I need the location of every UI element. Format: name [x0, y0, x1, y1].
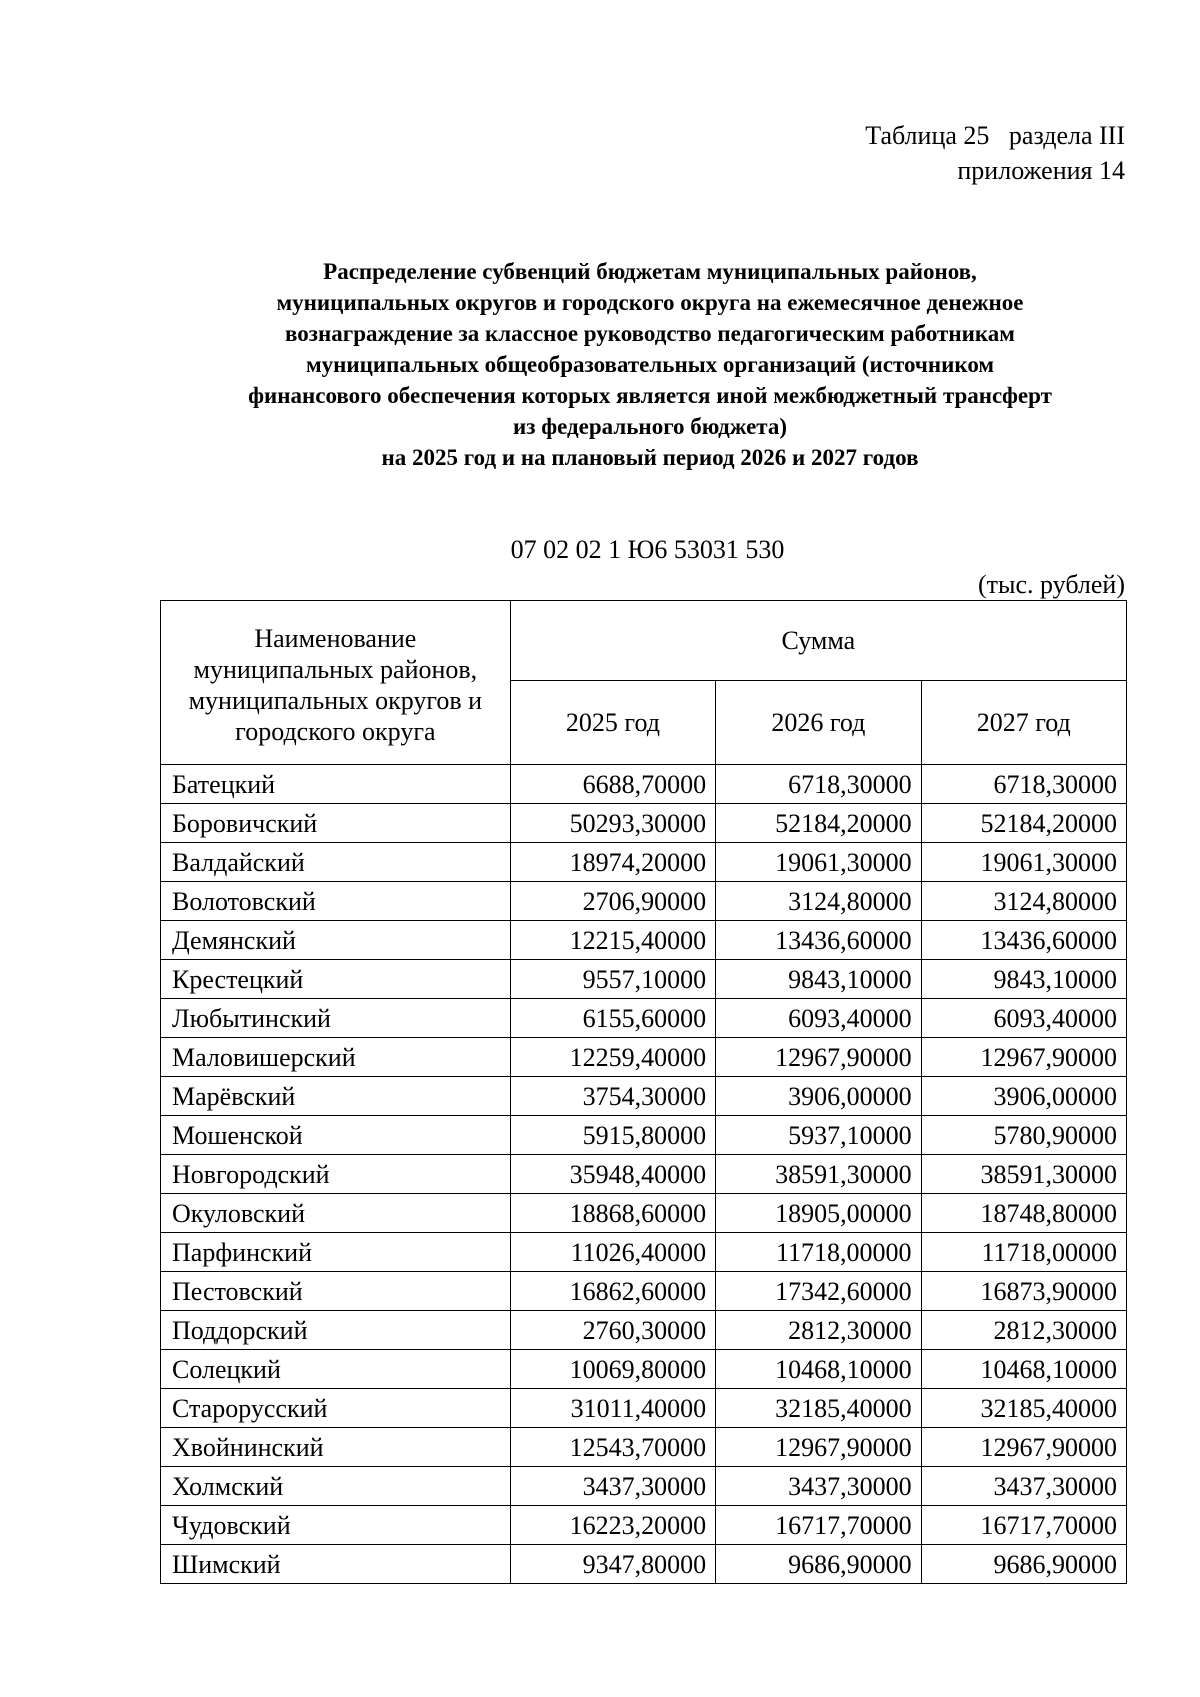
table-body	[161, 765, 1127, 1584]
cell-district-name: Крестецкий	[161, 960, 511, 999]
cell-amount-2026: 6093,40000	[716, 999, 921, 1038]
column-header-2025: 2025 год	[510, 681, 715, 765]
table-row	[161, 1467, 1127, 1506]
table-row	[161, 999, 1127, 1038]
cell-amount-2025: 6155,60000	[510, 999, 715, 1038]
cell-district-name: Мошенской	[161, 1116, 511, 1155]
cell-district-name: Окуловский	[161, 1194, 511, 1233]
table-row	[161, 843, 1127, 882]
cell-amount-2025: 9557,10000	[510, 960, 715, 999]
cell-amount-2027: 6718,30000	[921, 765, 1126, 804]
cell-amount-2025: 11026,40000	[510, 1233, 715, 1272]
column-header-2027: 2027 год	[921, 681, 1126, 765]
table-row	[161, 1428, 1127, 1467]
cell-district-name: Любытинский	[161, 999, 511, 1038]
cell-amount-2025: 18974,20000	[510, 843, 715, 882]
document-title	[160, 256, 1140, 473]
table-row	[161, 1038, 1127, 1077]
cell-amount-2027: 16717,70000	[921, 1506, 1126, 1545]
cell-district-name: Поддорский	[161, 1311, 511, 1350]
cell-amount-2025: 16223,20000	[510, 1506, 715, 1545]
cell-district-name: Волотовский	[161, 882, 511, 921]
cell-district-name: Новгородский	[161, 1155, 511, 1194]
table-row	[161, 1077, 1127, 1116]
table-row	[161, 1116, 1127, 1155]
cell-district-name: Марёвский	[161, 1077, 511, 1116]
cell-amount-2026: 5937,10000	[716, 1116, 921, 1155]
cell-amount-2026: 10468,10000	[716, 1350, 921, 1389]
cell-amount-2027: 16873,90000	[921, 1272, 1126, 1311]
cell-amount-2026: 38591,30000	[716, 1155, 921, 1194]
cell-amount-2027: 10468,10000	[921, 1350, 1126, 1389]
table-reference-line1: Таблица 25 раздела III	[865, 121, 1125, 150]
cell-amount-2026: 12967,90000	[716, 1428, 921, 1467]
cell-amount-2025: 5915,80000	[510, 1116, 715, 1155]
cell-amount-2025: 18868,60000	[510, 1194, 715, 1233]
cell-amount-2027: 2812,30000	[921, 1311, 1126, 1350]
units-label: (тыс. рублей)	[977, 570, 1125, 599]
table-row	[161, 1311, 1127, 1350]
title-line: вознаграждение за классное руководство педагогическим работникам	[285, 321, 1015, 346]
title-line: муниципальных округов и городского округа на ежемесячное денежное	[276, 290, 1024, 315]
cell-amount-2025: 35948,40000	[510, 1155, 715, 1194]
cell-district-name: Парфинский	[161, 1233, 511, 1272]
table-row	[161, 882, 1127, 921]
cell-amount-2027: 38591,30000	[921, 1155, 1126, 1194]
cell-amount-2027: 52184,20000	[921, 804, 1126, 843]
title-line: из федерального бюджета)	[512, 414, 788, 439]
cell-amount-2025: 10069,80000	[510, 1350, 715, 1389]
table-row	[161, 960, 1127, 999]
cell-district-name: Шимский	[161, 1545, 511, 1584]
cell-amount-2025: 50293,30000	[510, 804, 715, 843]
column-header-2026: 2026 год	[716, 681, 921, 765]
cell-amount-2025: 6688,70000	[510, 765, 715, 804]
table-row	[161, 804, 1127, 843]
column-header-sum: Сумма	[510, 601, 1126, 681]
cell-amount-2026: 6718,30000	[716, 765, 921, 804]
cell-amount-2027: 3906,00000	[921, 1077, 1126, 1116]
cell-amount-2027: 11718,00000	[921, 1233, 1126, 1272]
cell-district-name: Солецкий	[161, 1350, 511, 1389]
cell-amount-2027: 32185,40000	[921, 1389, 1126, 1428]
table-reference	[865, 118, 1125, 188]
cell-amount-2026: 2812,30000	[716, 1311, 921, 1350]
cell-amount-2025: 12215,40000	[510, 921, 715, 960]
cell-district-name: Валдайский	[161, 843, 511, 882]
cell-district-name: Хвойнинский	[161, 1428, 511, 1467]
cell-amount-2026: 9686,90000	[716, 1545, 921, 1584]
table-row	[161, 1272, 1127, 1311]
cell-amount-2026: 52184,20000	[716, 804, 921, 843]
cell-amount-2027: 5780,90000	[921, 1116, 1126, 1155]
cell-amount-2027: 3437,30000	[921, 1467, 1126, 1506]
cell-amount-2027: 3124,80000	[921, 882, 1126, 921]
table-row	[161, 1155, 1127, 1194]
cell-amount-2025: 9347,80000	[510, 1545, 715, 1584]
table-row	[161, 765, 1127, 804]
cell-district-name: Пестовский	[161, 1272, 511, 1311]
cell-amount-2027: 12967,90000	[921, 1038, 1126, 1077]
cell-amount-2026: 19061,30000	[716, 843, 921, 882]
cell-district-name: Боровичский	[161, 804, 511, 843]
cell-amount-2027: 13436,60000	[921, 921, 1126, 960]
cell-amount-2025: 12259,40000	[510, 1038, 715, 1077]
cell-amount-2026: 18905,00000	[716, 1194, 921, 1233]
cell-amount-2025: 3754,30000	[510, 1077, 715, 1116]
cell-amount-2027: 9686,90000	[921, 1545, 1126, 1584]
cell-amount-2026: 3124,80000	[716, 882, 921, 921]
table-row	[161, 1389, 1127, 1428]
cell-amount-2025: 16862,60000	[510, 1272, 715, 1311]
cell-amount-2025: 2760,30000	[510, 1311, 715, 1350]
table-row	[161, 1194, 1127, 1233]
cell-amount-2025: 3437,30000	[510, 1467, 715, 1506]
column-header-name: Наименование муниципальных районов, муниципальных округов и городского округа	[161, 601, 511, 765]
cell-amount-2027: 19061,30000	[921, 843, 1126, 882]
cell-amount-2025: 12543,70000	[510, 1428, 715, 1467]
title-line: муниципальных общеобразовательных организаций (источником	[305, 352, 995, 377]
cell-amount-2026: 11718,00000	[716, 1233, 921, 1272]
budget-classification-code: 07 02 02 1 Ю6 53031 530	[510, 535, 785, 564]
cell-amount-2027: 18748,80000	[921, 1194, 1126, 1233]
cell-amount-2026: 12967,90000	[716, 1038, 921, 1077]
table-row	[161, 1233, 1127, 1272]
cell-district-name: Холмский	[161, 1467, 511, 1506]
cell-amount-2026: 17342,60000	[716, 1272, 921, 1311]
table-row	[161, 1506, 1127, 1545]
cell-amount-2026: 32185,40000	[716, 1389, 921, 1428]
cell-district-name: Чудовский	[161, 1506, 511, 1545]
cell-amount-2026: 16717,70000	[716, 1506, 921, 1545]
cell-district-name: Демянский	[161, 921, 511, 960]
cell-district-name: Старорусский	[161, 1389, 511, 1428]
cell-district-name: Маловишерский	[161, 1038, 511, 1077]
cell-district-name: Батецкий	[161, 765, 511, 804]
table-row	[161, 1545, 1127, 1584]
cell-amount-2026: 3906,00000	[716, 1077, 921, 1116]
cell-amount-2027: 6093,40000	[921, 999, 1126, 1038]
title-line: на 2025 год и на плановый период 2026 и 2027 годов	[381, 445, 919, 470]
subvention-table	[160, 600, 1127, 1584]
title-line: Распределение субвенций бюджетам муниципальных районов,	[323, 259, 977, 284]
table-row	[161, 1350, 1127, 1389]
cell-amount-2026: 9843,10000	[716, 960, 921, 999]
cell-amount-2026: 13436,60000	[716, 921, 921, 960]
cell-amount-2027: 12967,90000	[921, 1428, 1126, 1467]
cell-amount-2026: 3437,30000	[716, 1467, 921, 1506]
cell-amount-2025: 2706,90000	[510, 882, 715, 921]
table-reference-line2: приложения 14	[957, 156, 1125, 185]
table-row	[161, 921, 1127, 960]
title-line: финансового обеспечения которых является иной межбюджетный трансферт	[248, 383, 1052, 408]
cell-amount-2027: 9843,10000	[921, 960, 1126, 999]
cell-amount-2025: 31011,40000	[510, 1389, 715, 1428]
